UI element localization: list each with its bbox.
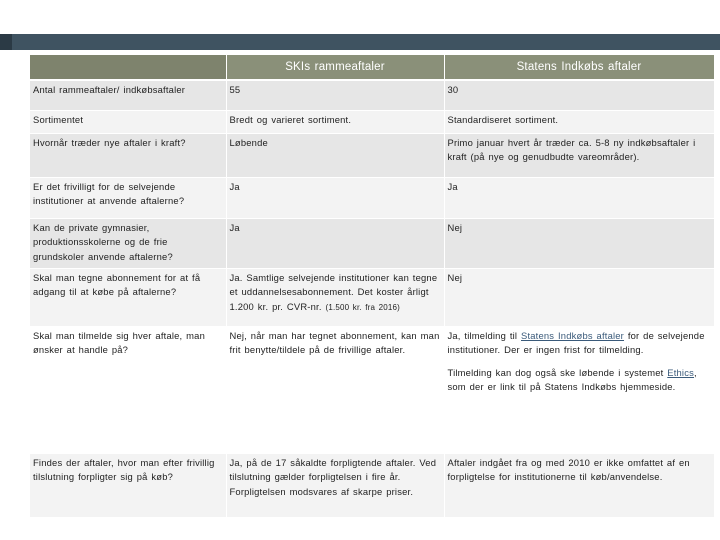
statens-cell: Ja — [444, 177, 714, 218]
statens-cell: Aftaler indgået fra og med 2010 er ikke omfattet af en forpligtelse for institutionerne til køb/anvendelse. — [444, 453, 714, 517]
statens-cell: Standardiseret sortiment. — [444, 110, 714, 133]
question-cell: Antal rammeaftaler/ indkøbsaftaler — [30, 80, 226, 110]
statens-text: , som der er link til på Statens Indkøbs hjemmeside. — [447, 366, 697, 392]
statens-text: Ja, tilmelding til — [447, 329, 521, 341]
statens-text: for de selvejende institutioner. Der er ingen frist for tilmelding. — [447, 329, 705, 355]
table-header-row — [30, 55, 714, 80]
statens-cell: Primo januar hvert år træder ca. 5-8 ny indkøbsaftaler i kraft (på nye og genudbudte vareområder). — [444, 133, 714, 177]
skis-cell: Ja, på de 17 såkaldte forpligtende aftaler. Ved tilslutning gælder forpligtelsen i fire år. Forpligtelsen modsvares af skarpe priser. — [226, 453, 444, 517]
table-row — [30, 326, 714, 453]
statens-cell: Nej — [444, 218, 714, 268]
table-row — [30, 133, 714, 177]
table-row — [30, 218, 714, 268]
table-row — [30, 453, 714, 517]
skis-cell: Ja — [226, 218, 444, 268]
skis-cell — [226, 268, 444, 326]
top-banner-accent — [0, 34, 12, 50]
statens-paragraph-2 — [448, 366, 711, 395]
top-banner — [0, 34, 720, 50]
header-statens: Statens Indkøbs aftaler — [444, 55, 714, 80]
statens-text: Tilmelding kan dog også ske løbende i systemet — [447, 366, 668, 378]
skis-cell: Ja — [226, 177, 444, 218]
header-blank-cell — [30, 55, 226, 80]
question-cell: Sortimentet — [30, 110, 226, 133]
statens-cell — [444, 326, 714, 453]
statens-cell: Nej — [444, 268, 714, 326]
table-row — [30, 80, 714, 110]
table-row — [30, 177, 714, 218]
header-skis: SKIs rammeaftaler — [226, 55, 444, 80]
table-row — [30, 268, 714, 326]
comparison-table — [30, 55, 715, 518]
question-cell: Findes der aftaler, hvor man efter frivillig tilslutning forpligter sig på køb? — [30, 453, 226, 517]
skis-cell: 55 — [226, 80, 444, 110]
question-cell: Skal man tegne abonnement for at få adgang til at købe på aftalerne? — [30, 268, 226, 326]
question-cell: Hvornår træder nye aftaler i kraft? — [30, 133, 226, 177]
statens-indkobs-aftaler-link[interactable]: Statens Indkøbs aftaler — [521, 329, 625, 341]
skis-cell: Løbende — [226, 133, 444, 177]
skis-cell-note: (1.500 kr. fra 2016) — [325, 302, 401, 312]
question-cell: Skal man tilmelde sig hver aftale, man ønsker at handle på? — [30, 326, 226, 453]
statens-paragraph-1 — [448, 329, 711, 358]
question-cell: Er det frivilligt for de selvejende institutioner at anvende aftalerne? — [30, 177, 226, 218]
skis-cell: Bredt og varieret sortiment. — [226, 110, 444, 133]
table-row — [30, 110, 714, 133]
question-cell: Kan de private gymnasier, produktionsskolerne og de frie grundskoler anvende aftalerne? — [30, 218, 226, 268]
ethics-link[interactable]: Ethics — [667, 366, 694, 378]
skis-cell-text: Ja. Samtlige selvejende institutioner kan tegne et uddannelsesabonnement. Det koster årligt 1.200 kr. pr. CVR-nr. — [229, 271, 438, 312]
skis-cell: Nej, når man har tegnet abonnement, kan man frit benytte/tildele på de frivillige aftaler. — [226, 326, 444, 453]
statens-cell: 30 — [444, 80, 714, 110]
